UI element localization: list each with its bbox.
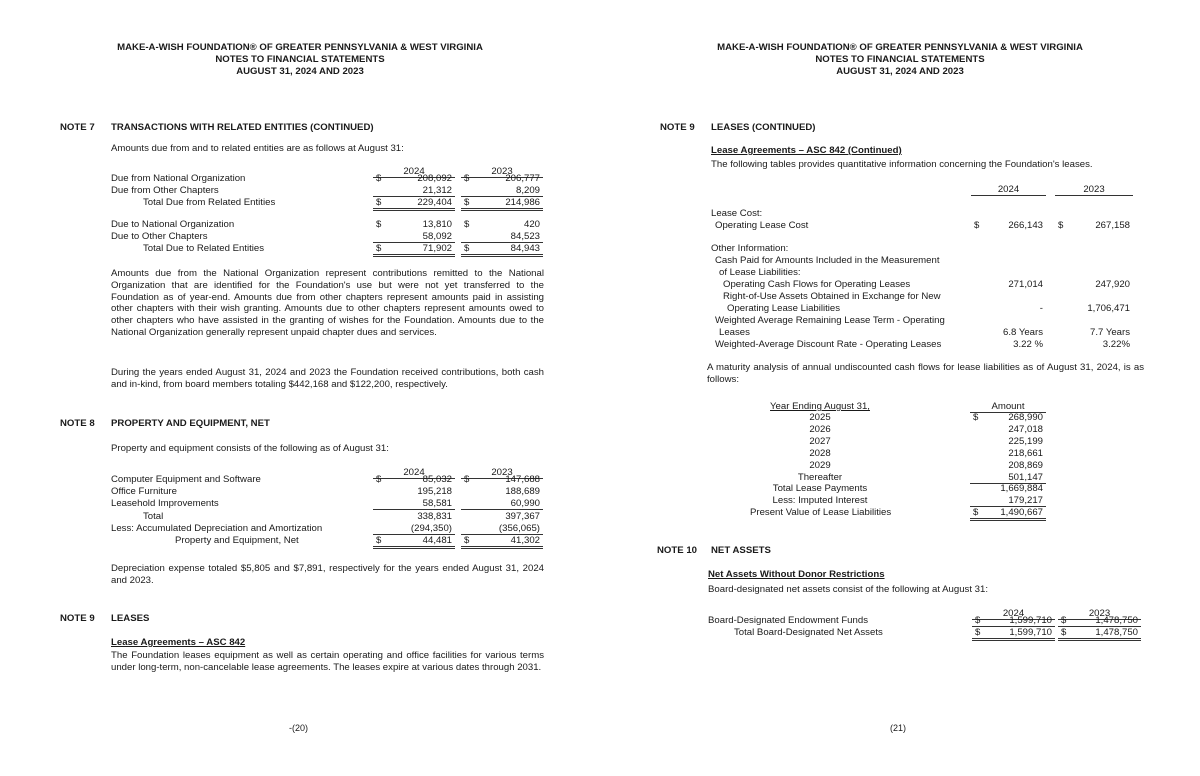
amount-cell — [461, 498, 543, 510]
note-8-paragraph: Depreciation expense totaled $5,805 and $7,891, respectively for the years ended August 31, 2024 and 2023. — [111, 563, 544, 586]
note-7-intro: Amounts due from and to related entities are as follows at August 31: — [111, 143, 404, 154]
table-row — [711, 208, 1146, 220]
amount-value: 268,990 — [1008, 412, 1043, 423]
currency-symbol: $ — [376, 173, 382, 184]
doc-date: AUGUST 31, 2024 AND 2023 — [836, 66, 964, 77]
table-row — [750, 460, 1050, 472]
amount-cell — [461, 474, 543, 485]
row-label: Weighted-Average Discount Rate - Operating Leases — [715, 339, 942, 350]
amount-value: 208,869 — [1008, 459, 1043, 471]
amount-value: 1,669,884 — [1000, 483, 1043, 495]
amount-value: 247,018 — [1008, 423, 1043, 435]
amount-value: (356,065) — [498, 522, 540, 534]
column-header: 2024 — [373, 467, 455, 479]
currency-symbol: $ — [1058, 220, 1064, 231]
amount-cell — [461, 511, 543, 522]
amount-cell — [970, 412, 1046, 423]
amount-value: 147,688 — [505, 474, 540, 485]
note-9-subheading: Lease Agreements – ASC 842 (Continued) — [711, 145, 902, 156]
amount-value: 267,158 — [1095, 220, 1130, 231]
row-label: Right-of-Use Assets Obtained in Exchange for New — [723, 291, 941, 302]
amount-value: 41,302 — [510, 535, 540, 546]
amount-cell — [461, 243, 543, 257]
amount-cell — [1055, 208, 1133, 219]
amount-cell — [461, 173, 543, 184]
amount-cell — [971, 303, 1046, 314]
row-label: Operating Lease Cost — [715, 220, 809, 231]
table-row — [111, 535, 546, 547]
amount-value: 1,599,710 — [1009, 626, 1052, 638]
table-row — [111, 231, 546, 243]
note-8-intro: Property and equipment consists of the following as of August 31: — [111, 443, 389, 454]
amount-value: 501,147 — [1008, 471, 1043, 483]
amount-value: 6.8 Years — [1002, 327, 1043, 338]
table-row — [111, 219, 546, 231]
row-label: Property and Equipment, Net — [175, 535, 299, 546]
column-header: 2024 — [971, 184, 1046, 196]
amount-value: 60,990 — [510, 498, 540, 510]
amount-cell — [373, 498, 455, 510]
amount-value: 218,661 — [1008, 447, 1043, 459]
currency-symbol: $ — [376, 474, 382, 485]
currency-symbol: $ — [464, 219, 470, 230]
amount-value: 1,478,750 — [1095, 626, 1138, 638]
row-label: Leasehold Improvements — [111, 498, 219, 510]
row-label: Due from Other Chapters — [111, 185, 219, 196]
row-label: 2026 — [809, 423, 831, 435]
note-10-subheading: Net Assets Without Donor Restrictions — [708, 569, 885, 580]
currency-symbol: $ — [975, 615, 981, 626]
amount-cell — [971, 243, 1046, 254]
row-label: Due from National Organization — [111, 173, 246, 184]
amount-cell — [373, 173, 455, 184]
amount-cell — [970, 495, 1046, 507]
note-7-paragraph-1: Amounts due from the National Organization represent contributions remitted to the National Organization that are identified for the Foundation's use but were not yet transferred to the Foundation as of year-end. Amounts due from other chapters represent amounts paid in assisting other chapters with their wish granting. Amounts due to other chapters represent amounts owed to other chapters who have assisted in the granting of wishes for the Foundation. Amounts due to the National Organization generally represent unpaid chapter dues and services. — [111, 268, 544, 338]
amount-cell — [461, 523, 543, 535]
amount-cell — [1055, 255, 1133, 266]
doc-date: AUGUST 31, 2024 AND 2023 — [236, 66, 364, 77]
table-row — [111, 498, 546, 510]
currency-symbol: $ — [973, 412, 979, 423]
row-label: Total — [143, 510, 164, 522]
amount-cell — [461, 219, 543, 230]
row-label: 2027 — [809, 435, 831, 447]
note-8-title: PROPERTY AND EQUIPMENT, NET — [111, 418, 270, 429]
table-row — [111, 243, 546, 255]
amount-value: 208,092 — [417, 173, 452, 184]
table-row — [750, 507, 1050, 519]
amount-value: 225,199 — [1008, 435, 1043, 447]
currency-symbol: $ — [464, 474, 470, 485]
amount-cell — [373, 243, 455, 257]
table-row — [708, 615, 1146, 627]
amount-value: 1,706,471 — [1087, 303, 1130, 314]
currency-symbol: $ — [1061, 615, 1067, 626]
amount-cell — [1055, 303, 1133, 314]
note-9-paragraph: The Foundation leases equipment as well as certain operating and office facilities for various terms under long-term, non-cancelable lease agreements. The leases expire at various dates through 2031. — [111, 650, 544, 673]
table-row — [111, 486, 546, 498]
amount-cell — [970, 424, 1046, 435]
row-label: Due to Other Chapters — [111, 231, 208, 242]
amount-value: 1,490,667 — [1000, 507, 1043, 519]
amount-value: 214,986 — [505, 197, 540, 208]
amount-cell — [461, 185, 543, 197]
row-label: Total Lease Payments — [772, 483, 868, 495]
row-label: Total Due from Related Entities — [143, 197, 276, 208]
table-row — [708, 627, 1146, 639]
row-label: 2028 — [809, 447, 831, 459]
amount-cell — [1055, 315, 1133, 326]
amount-value: 44,481 — [422, 535, 452, 546]
amount-cell — [373, 523, 455, 535]
amount-value: 8,209 — [515, 185, 540, 196]
amount-value: 266,143 — [1008, 220, 1043, 231]
amount-cell — [972, 615, 1055, 627]
amount-cell — [373, 474, 455, 485]
amount-value: 71,902 — [422, 243, 452, 254]
currency-symbol: $ — [1061, 626, 1067, 638]
table-row — [711, 279, 1146, 291]
amount-value: 3.22% — [1102, 339, 1130, 350]
amount-cell — [970, 460, 1046, 471]
amount-value: 21,312 — [422, 185, 452, 196]
amount-cell — [971, 327, 1046, 338]
amount-cell — [461, 231, 543, 243]
amount-value: (294,350) — [410, 522, 452, 534]
table-row — [111, 173, 546, 185]
row-label: Cash Paid for Amounts Included in the Measurement — [715, 255, 940, 266]
org-name: MAKE-A-WISH FOUNDATION® OF GREATER PENNSYLVANIA & WEST VIRGINIA — [117, 42, 483, 53]
amount-cell — [970, 483, 1046, 494]
row-label: Less: Accumulated Depreciation and Amortization — [111, 522, 323, 534]
currency-symbol: $ — [376, 219, 382, 230]
currency-symbol: $ — [464, 173, 470, 184]
currency-symbol: $ — [464, 535, 470, 546]
amount-cell — [971, 339, 1046, 350]
amount-cell — [1055, 279, 1133, 290]
table-row — [711, 220, 1146, 232]
row-label: Leases — [719, 327, 750, 338]
row-label: Thereafter — [797, 471, 843, 483]
table-row — [750, 483, 1050, 495]
table-row — [111, 185, 546, 197]
amount-value: 179,217 — [1008, 495, 1043, 507]
amount-value: 84,523 — [510, 231, 540, 242]
row-label: Office Furniture — [111, 486, 177, 498]
column-header: 2023 — [1055, 184, 1133, 196]
amount-cell — [971, 208, 1046, 219]
page-number: -(20) — [289, 723, 309, 733]
currency-symbol: $ — [376, 243, 382, 254]
note-10-intro: Board-designated net assets consist of the following at August 31: — [708, 584, 988, 595]
table-row — [711, 315, 1146, 327]
table-row — [111, 197, 546, 209]
amount-cell — [1058, 615, 1141, 627]
amount-value: 58,581 — [422, 498, 452, 510]
row-label: Other Information: — [711, 243, 789, 254]
table-row — [750, 472, 1050, 484]
row-label: Operating Lease Liabilities — [727, 303, 841, 314]
amount-value: 195,218 — [417, 486, 452, 498]
table-row — [750, 448, 1050, 460]
table-row — [711, 243, 1146, 255]
table-row — [711, 303, 1146, 315]
table-row — [750, 495, 1050, 507]
doc-title: NOTES TO FINANCIAL STATEMENTS — [815, 54, 985, 65]
amount-cell — [1055, 267, 1133, 278]
amount-cell — [373, 486, 455, 497]
row-label: 2025 — [809, 412, 831, 423]
note-8-number: NOTE 8 — [60, 418, 95, 429]
amount-cell — [373, 185, 455, 197]
amount-cell — [971, 315, 1046, 326]
currency-symbol: $ — [376, 535, 382, 546]
amount-value: 3.22 % — [1013, 339, 1043, 350]
label-column-header: Year Ending August 31, — [770, 401, 870, 412]
amount-cell — [373, 231, 455, 243]
amount-cell — [1055, 339, 1133, 350]
amount-cell — [971, 255, 1046, 266]
column-header: 2024 — [373, 166, 455, 178]
amount-cell — [373, 511, 455, 522]
amount-value: 85,032 — [422, 474, 452, 485]
column-header: 2024 — [972, 608, 1055, 620]
column-header: 2023 — [461, 467, 543, 479]
amount-cell — [971, 220, 1046, 231]
amount-cell — [461, 535, 543, 549]
amount-cell — [1055, 220, 1133, 231]
column-header: 2023 — [461, 166, 543, 178]
row-label: Board-Designated Endowment Funds — [708, 615, 868, 626]
doc-title: NOTES TO FINANCIAL STATEMENTS — [215, 54, 385, 65]
amount-value: 1,599,710 — [1009, 615, 1052, 626]
column-header: Amount — [970, 401, 1046, 413]
maturity-intro: A maturity analysis of annual undiscounted cash flows for lease liabilities as of August 31, 2024, is as follows: — [707, 362, 1144, 385]
currency-symbol: $ — [975, 626, 981, 638]
org-name: MAKE-A-WISH FOUNDATION® OF GREATER PENNSYLVANIA & WEST VIRGINIA — [717, 42, 1083, 53]
amount-cell — [970, 507, 1046, 521]
amount-value: 13,810 — [422, 219, 452, 230]
amount-value: 1,478,750 — [1095, 615, 1138, 626]
amount-cell — [1055, 243, 1133, 254]
row-label: Weighted Average Remaining Lease Term - Operating — [715, 315, 945, 326]
amount-cell — [373, 535, 455, 549]
row-label: 2029 — [809, 459, 831, 471]
amount-cell — [1058, 627, 1141, 641]
page-header — [0, 42, 600, 78]
note-9-number: NOTE 9 — [60, 613, 95, 624]
note-7-number: NOTE 7 — [60, 122, 95, 133]
currency-symbol: $ — [973, 507, 979, 519]
note-7-paragraph-2: During the years ended August 31, 2024 and 2023 the Foundation received contributions, both cash and in-kind, from board members totaling $442,168 and $122,200, respectively. — [111, 367, 544, 390]
table-row — [711, 255, 1146, 267]
row-label: Operating Cash Flows for Operating Leases — [723, 279, 911, 290]
amount-value: 271,014 — [1008, 279, 1043, 290]
amount-value: 7.7 Years — [1089, 327, 1130, 338]
amount-cell — [461, 197, 543, 211]
amount-cell — [971, 267, 1046, 278]
row-label: Present Value of Lease Liabilities — [750, 507, 892, 519]
column-header: 2023 — [1058, 608, 1141, 620]
row-label: of Lease Liabilities: — [719, 267, 801, 278]
amount-value: - — [1039, 303, 1043, 314]
table-row — [711, 327, 1146, 339]
row-label: Lease Cost: — [711, 208, 763, 219]
currency-symbol: $ — [464, 197, 470, 208]
table-row — [711, 339, 1146, 351]
table-row — [711, 291, 1146, 303]
amount-cell — [373, 197, 455, 211]
note-9-title: LEASES — [111, 613, 150, 624]
amount-value: 206,777 — [505, 173, 540, 184]
note-9-title: LEASES (CONTINUED) — [711, 122, 816, 133]
table-row — [111, 523, 546, 535]
note-9-number: NOTE 9 — [660, 122, 695, 133]
row-label: Total Due to Related Entities — [143, 243, 265, 254]
amount-cell — [970, 436, 1046, 447]
amount-value: 84,943 — [510, 243, 540, 254]
row-label: Less: Imputed Interest — [772, 495, 868, 507]
table-row — [750, 436, 1050, 448]
table-row — [111, 511, 546, 523]
amount-cell — [373, 219, 455, 230]
table-row — [750, 412, 1050, 424]
amount-value: 420 — [523, 219, 540, 230]
amount-value: 229,404 — [417, 197, 452, 208]
note-9-intro: The following tables provides quantitative information concerning the Foundation's leases. — [711, 159, 1093, 170]
amount-cell — [972, 627, 1055, 641]
table-row — [711, 267, 1146, 279]
amount-value: 397,367 — [505, 510, 540, 522]
amount-value: 58,092 — [422, 231, 452, 242]
currency-symbol: $ — [376, 197, 382, 208]
amount-value: 247,920 — [1095, 279, 1130, 290]
amount-cell — [971, 291, 1046, 302]
table-row — [750, 424, 1050, 436]
currency-symbol: $ — [974, 220, 980, 231]
amount-cell — [970, 448, 1046, 459]
row-label: Computer Equipment and Software — [111, 474, 261, 485]
note-10-title: NET ASSETS — [711, 545, 771, 556]
page-21 — [600, 0, 1200, 776]
amount-value: 338,831 — [417, 510, 452, 522]
amount-cell — [1055, 291, 1133, 302]
note-7-title: TRANSACTIONS WITH RELATED ENTITIES (CONTINUED) — [111, 122, 374, 133]
note-10-number: NOTE 10 — [657, 545, 697, 556]
amount-cell — [1055, 327, 1133, 338]
amount-cell — [970, 472, 1046, 484]
page-number: (21) — [890, 723, 907, 733]
amount-value: 188,689 — [505, 486, 540, 498]
row-label: Due to National Organization — [111, 219, 235, 230]
row-label: Total Board-Designated Net Assets — [734, 626, 883, 638]
amount-cell — [461, 486, 543, 497]
currency-symbol: $ — [464, 243, 470, 254]
note-9-subheading: Lease Agreements – ASC 842 — [111, 637, 246, 648]
amount-cell — [971, 279, 1046, 290]
page-header — [600, 42, 1200, 78]
table-row — [111, 474, 546, 486]
